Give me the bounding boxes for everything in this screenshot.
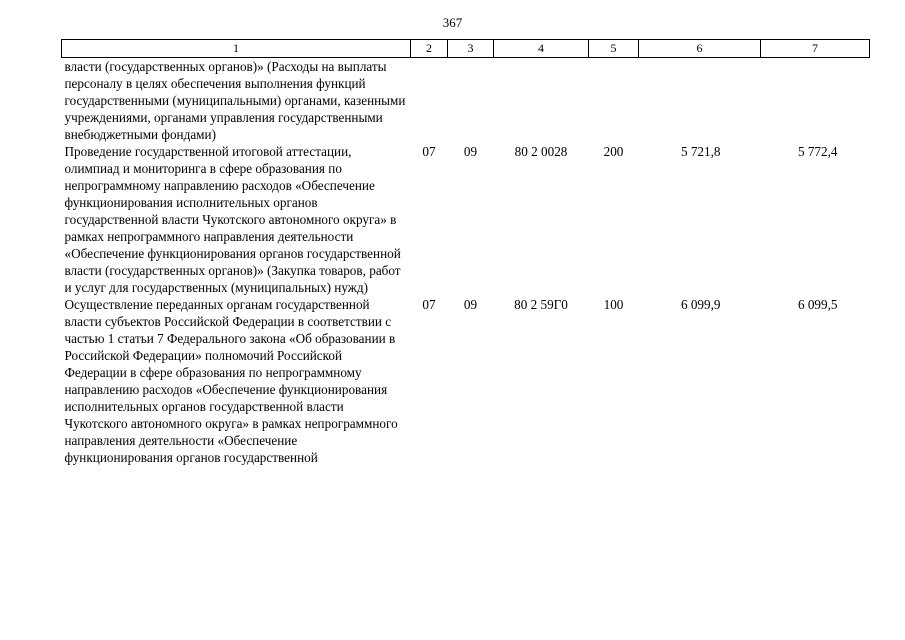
row-target-article: 80 2 0028 <box>514 144 568 159</box>
budget-table <box>61 39 870 466</box>
header-col-4: 4 <box>494 40 589 58</box>
page-number: 367 <box>442 15 463 30</box>
table-header <box>62 40 870 58</box>
row-section: 07 <box>422 297 436 312</box>
row-amount-2: 5 772,4 <box>797 144 838 159</box>
row-section <box>411 58 448 144</box>
header-col-7: 7 <box>761 40 870 58</box>
row-description: Осуществление переданных органам государственной власти субъектов Российской Федерации в соответствии с частью 1 статьи 7 Федерального закона «Об образовании в Российской Федерации» полномочий Российской Федерации в сфере образования по непрограммному направлению расходов «Обеспечение функционирования исполнительных органов государственной власти Чукотского автономного округа» в рамках непрограммного направления деятельности «Обеспечение функционирования органов государственной <box>64 297 398 465</box>
header-col-3: 3 <box>448 40 494 58</box>
row-expense-type: 200 <box>603 144 624 159</box>
table-body <box>62 58 870 467</box>
row-expense-type: 100 <box>603 297 624 312</box>
row-amount-1: 6 099,9 <box>680 297 721 312</box>
row-amount-2: 6 099,5 <box>797 297 838 312</box>
row-description: власти (государственных органов)» (Расходы на выплаты персоналу в целях обеспечения выполнения функций государственными (муниципальными) органами, казенными учреждениями, органами управления государственными внебюджетными фондами) <box>64 59 406 142</box>
row-target-article: 80 2 59Г0 <box>514 297 568 312</box>
row-amount-1: 5 721,8 <box>680 144 721 159</box>
header-col-6: 6 <box>639 40 761 58</box>
header-row <box>62 40 870 58</box>
row-expense-type <box>589 58 639 144</box>
header-col-5: 5 <box>589 40 639 58</box>
row-subsection: 09 <box>463 144 478 159</box>
row-section: 07 <box>422 144 436 159</box>
row-subsection: 09 <box>463 297 478 312</box>
row-subsection <box>448 58 494 144</box>
row-target-article <box>494 58 589 144</box>
table-row <box>62 296 870 466</box>
header-col-2: 2 <box>411 40 448 58</box>
row-amount-2 <box>761 58 870 144</box>
table-row <box>62 143 870 296</box>
header-col-1: 1 <box>62 40 411 58</box>
table-row <box>62 58 870 144</box>
row-amount-1 <box>639 58 761 144</box>
row-description: Проведение государственной итоговой аттестации, олимпиад и мониторинга в сфере образования по непрограммному направлению расходов «Обеспечение функционирования исполнительных органов государственной власти Чукотского автономного округа» в рамках непрограммного направления деятельности «Обеспечение функционирования органов государственной власти (государственных органов)» (Закупка товаров, работ и услуг для государственных (муниципальных) нужд) <box>64 144 401 295</box>
